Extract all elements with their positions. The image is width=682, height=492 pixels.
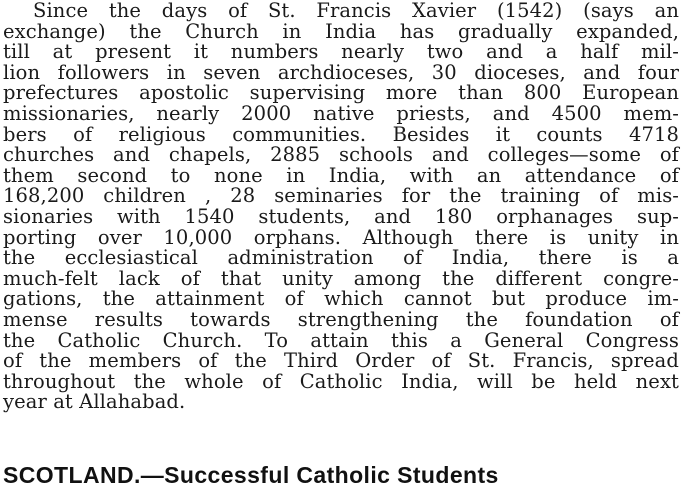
article-line: gations, the attainment of which cannot but produce im- (3, 287, 679, 311)
article-paragraph (3, 1, 679, 413)
article-line: 168,200 children , 28 seminaries for the training of mis- (3, 184, 679, 208)
article-line: mense results towards strengthening the foundation of (3, 307, 679, 331)
article-line: sionaries with 1540 students, and 180 orphanages sup- (3, 204, 679, 228)
article-line: till at present it numbers nearly two and a half mil- (3, 40, 679, 64)
article-line: of the members of the Third Order of St. Francis, spread (3, 349, 679, 373)
article-line: prefectures apostolic supervising more than 800 European (3, 81, 679, 105)
article-line: churches and chapels, 2885 schools and colleges—some of (3, 143, 679, 167)
article-line: them second to none in India, with an attendance of (3, 163, 679, 187)
article-line: porting over 10,000 orphans. Although there is unity in (3, 225, 679, 249)
article-line: much-felt lack of that unity among the different congre- (3, 266, 679, 290)
article-line: exchange) the Church in India has gradually expanded, (3, 19, 679, 43)
article-line: the Catholic Church. To attain this a General Congress (3, 328, 679, 352)
article-line: year at Allahabad. (3, 390, 186, 414)
article-line: lion followers in seven archdioceses, 30 dioceses, and four (3, 60, 679, 84)
article-line: Since the days of St. Francis Xavier (1542) (says an (33, 0, 679, 22)
article-line: throughout the whole of Catholic India, will be held next (3, 369, 679, 393)
section-headline: SCOTLAND.—Successful Catholic Students (3, 462, 499, 488)
article-line: missionaries, nearly 2000 native priests, and 4500 mem- (3, 101, 679, 125)
article-line: bers of religious communities. Besides it counts 4718 (3, 122, 679, 146)
article-line: the ecclesiastical administration of India, there is a (3, 246, 679, 270)
